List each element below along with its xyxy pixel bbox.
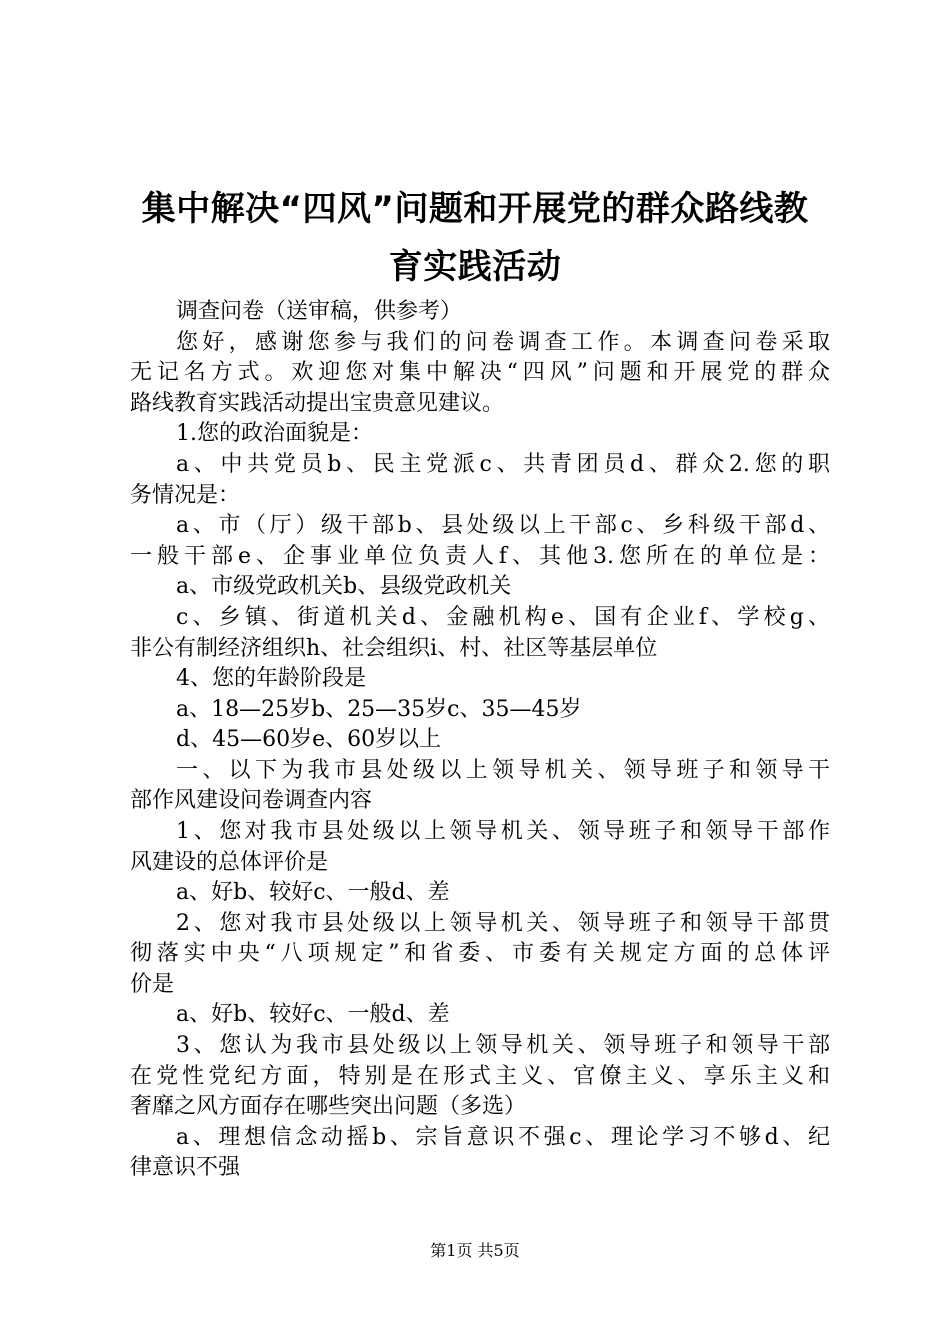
text-line: c、乡镇、街道机关d、金融机构e、国有企业f、学校g、 — [176, 605, 830, 630]
text-line: a、市级党政机关b、县级党政机关 — [176, 574, 512, 599]
text-line: 非公有制经济组织h、社会组织i、村、社区等基层单位 — [130, 636, 658, 661]
text-line: 3、您认为我市县处级以上领导机关、领导班子和领导干部 — [176, 1033, 830, 1058]
text-line: 2、您对我市县处级以上领导机关、领导班子和领导干部贯 — [176, 911, 830, 936]
text-line: a、中共党员b、民主党派c、共青团员d、群众2.您的职 — [176, 452, 830, 477]
text-line: 调查问卷（送审稿，供参考） — [176, 299, 463, 324]
text-line: a、理想信念动摇b、宗旨意识不强c、理论学习不够d、纪 — [176, 1125, 830, 1150]
document-title-line-1: 集中解决“四风”问题和开展党的群众路线教 — [141, 189, 809, 229]
text-line: 价是 — [130, 972, 175, 997]
text-line: 奢靡之风方面存在哪些突出问题（多选） — [130, 1094, 527, 1119]
text-line: 在党性党纪方面，特别是在形式主义、官僚主义、享乐主义和 — [130, 1064, 830, 1089]
text-line: 路线教育实践活动提出宝贵意见建议。 — [130, 391, 505, 416]
text-line: 彻落实中央“八项规定”和省委、市委有关规定方面的总体评 — [130, 941, 830, 966]
text-line: 风建设的总体评价是 — [130, 850, 329, 875]
text-line: 1、您对我市县处级以上领导机关、领导班子和领导干部作 — [176, 819, 830, 844]
text-line: d、45—60岁e、60岁以上 — [176, 727, 442, 752]
text-line: a、18—25岁b、25—35岁c、35—45岁 — [176, 697, 582, 722]
text-line: 部作风建设问卷调查内容 — [130, 788, 373, 813]
text-line: a、好b、较好c、一般d、差 — [176, 880, 450, 905]
document-title-line-2: 育实践活动 — [388, 247, 562, 287]
text-line: 无记名方式。欢迎您对集中解决“四风”问题和开展党的群众 — [130, 360, 830, 385]
section-heading: 一、以下为我市县处级以上领导机关、领导班子和领导干 — [176, 758, 830, 783]
page-number-footer: 第1页 共5页 — [430, 1241, 520, 1260]
text-line: 律意识不强 — [130, 1155, 241, 1180]
text-line: 一般干部e、企事业单位负责人f、其他3.您所在的单位是： — [130, 544, 830, 569]
text-line: 务情况是： — [130, 483, 241, 508]
text-line: a、好b、较好c、一般d、差 — [176, 1002, 450, 1027]
text-line: 4、您的年龄阶段是 — [176, 666, 366, 691]
text-line: 您好，感谢您参与我们的问卷调查工作。本调查问卷采取 — [176, 330, 830, 355]
text-line: 1.您的政治面貌是： — [176, 421, 373, 446]
text-line: a、市（厅）级干部b、县处级以上干部c、乡科级干部d、 — [176, 513, 830, 538]
